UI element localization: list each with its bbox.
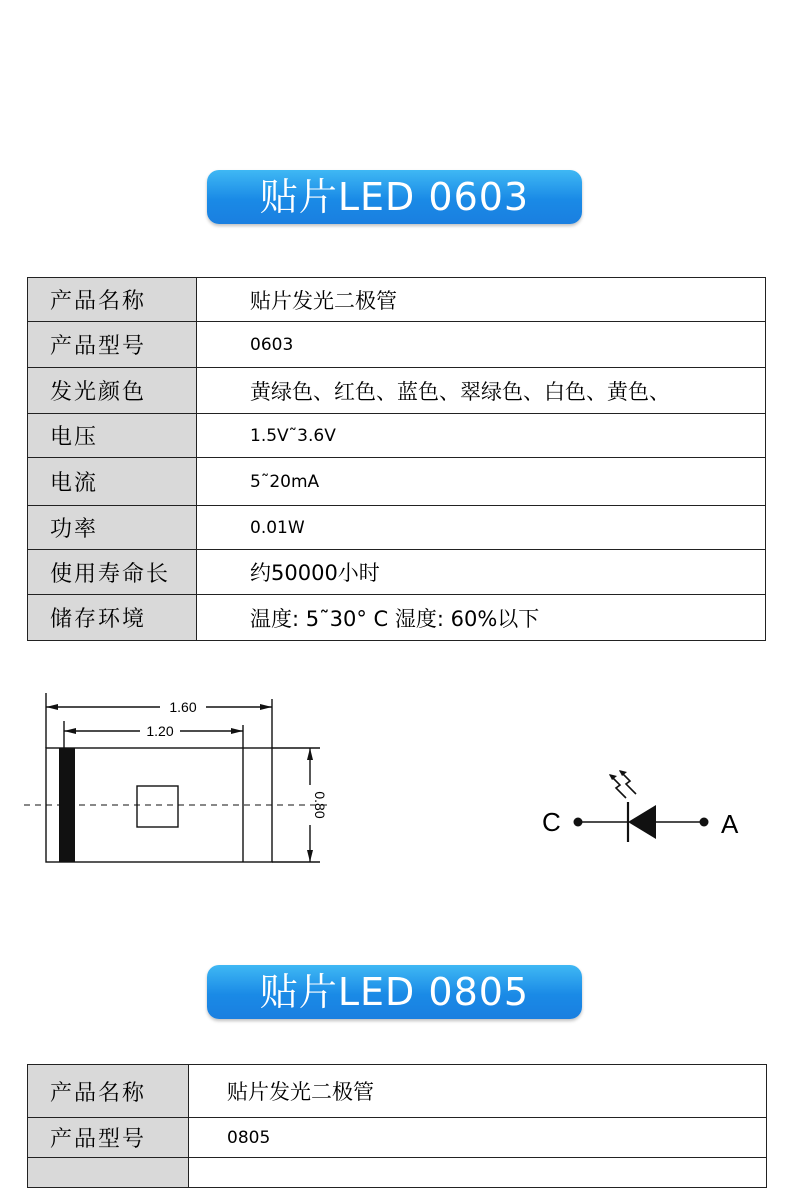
spec-table-0603 bbox=[27, 277, 766, 641]
spec-key: 发光颜色 bbox=[28, 368, 197, 414]
cathode-label: C bbox=[542, 807, 561, 837]
table-row bbox=[28, 414, 766, 458]
spec-value: 黄绿色、红色、蓝色、翠绿色、白色、黄色、 bbox=[197, 368, 766, 414]
spec-key: 功率 bbox=[28, 506, 197, 550]
spec-key: 产品名称 bbox=[28, 278, 197, 322]
spec-value: 约50000小时 bbox=[197, 550, 766, 595]
cathode-band bbox=[59, 748, 75, 862]
spec-value: 贴片发光二极管 bbox=[189, 1065, 767, 1118]
table-row bbox=[28, 1065, 767, 1118]
table-row bbox=[28, 1158, 767, 1188]
table-row bbox=[28, 595, 766, 641]
section-banner-0805 bbox=[207, 965, 582, 1019]
table-row bbox=[28, 322, 766, 368]
spec-key: 储存环境 bbox=[28, 595, 197, 641]
table-row bbox=[28, 278, 766, 322]
anode-label: A bbox=[721, 809, 739, 839]
spec-key: 产品名称 bbox=[28, 1065, 189, 1118]
dim-label-overall-length: 1.60 bbox=[169, 699, 197, 715]
spec-key: 产品型号 bbox=[28, 1118, 189, 1158]
table-row bbox=[28, 1118, 767, 1158]
spec-value: 0805 bbox=[189, 1118, 767, 1158]
spec-value: 0603 bbox=[197, 322, 766, 368]
anode-triangle bbox=[628, 805, 656, 839]
banner-title: 贴片LED 0603 bbox=[259, 175, 530, 219]
spec-key: 使用寿命长 bbox=[28, 550, 197, 595]
led-diode-symbol bbox=[530, 765, 760, 845]
chip-die bbox=[137, 786, 178, 827]
spec-key: 电流 bbox=[28, 458, 197, 506]
cathode-terminal bbox=[574, 818, 583, 827]
spec-value: 0.01W bbox=[197, 506, 766, 550]
spec-value: 5˜20mA bbox=[197, 458, 766, 506]
dim-label-width: 0.80 bbox=[312, 791, 328, 819]
banner-title: 贴片LED 0805 bbox=[259, 970, 530, 1014]
dimension-drawing bbox=[20, 685, 340, 875]
table-row bbox=[28, 550, 766, 595]
table-row bbox=[28, 368, 766, 414]
section-banner-0603 bbox=[207, 170, 582, 224]
dim-label-inner-length: 1.20 bbox=[146, 723, 174, 739]
table-row bbox=[28, 458, 766, 506]
spec-value: 贴片发光二极管 bbox=[197, 278, 766, 322]
anode-terminal bbox=[700, 818, 709, 827]
spec-value: 温度: 5˜30° C 湿度: 60%以下 bbox=[197, 595, 766, 641]
spec-value: 1.5V˜3.6V bbox=[197, 414, 766, 458]
spec-key: 电压 bbox=[28, 414, 197, 458]
table-row bbox=[28, 506, 766, 550]
spec-table-0805 bbox=[27, 1064, 767, 1188]
spec-key: 产品型号 bbox=[28, 322, 197, 368]
